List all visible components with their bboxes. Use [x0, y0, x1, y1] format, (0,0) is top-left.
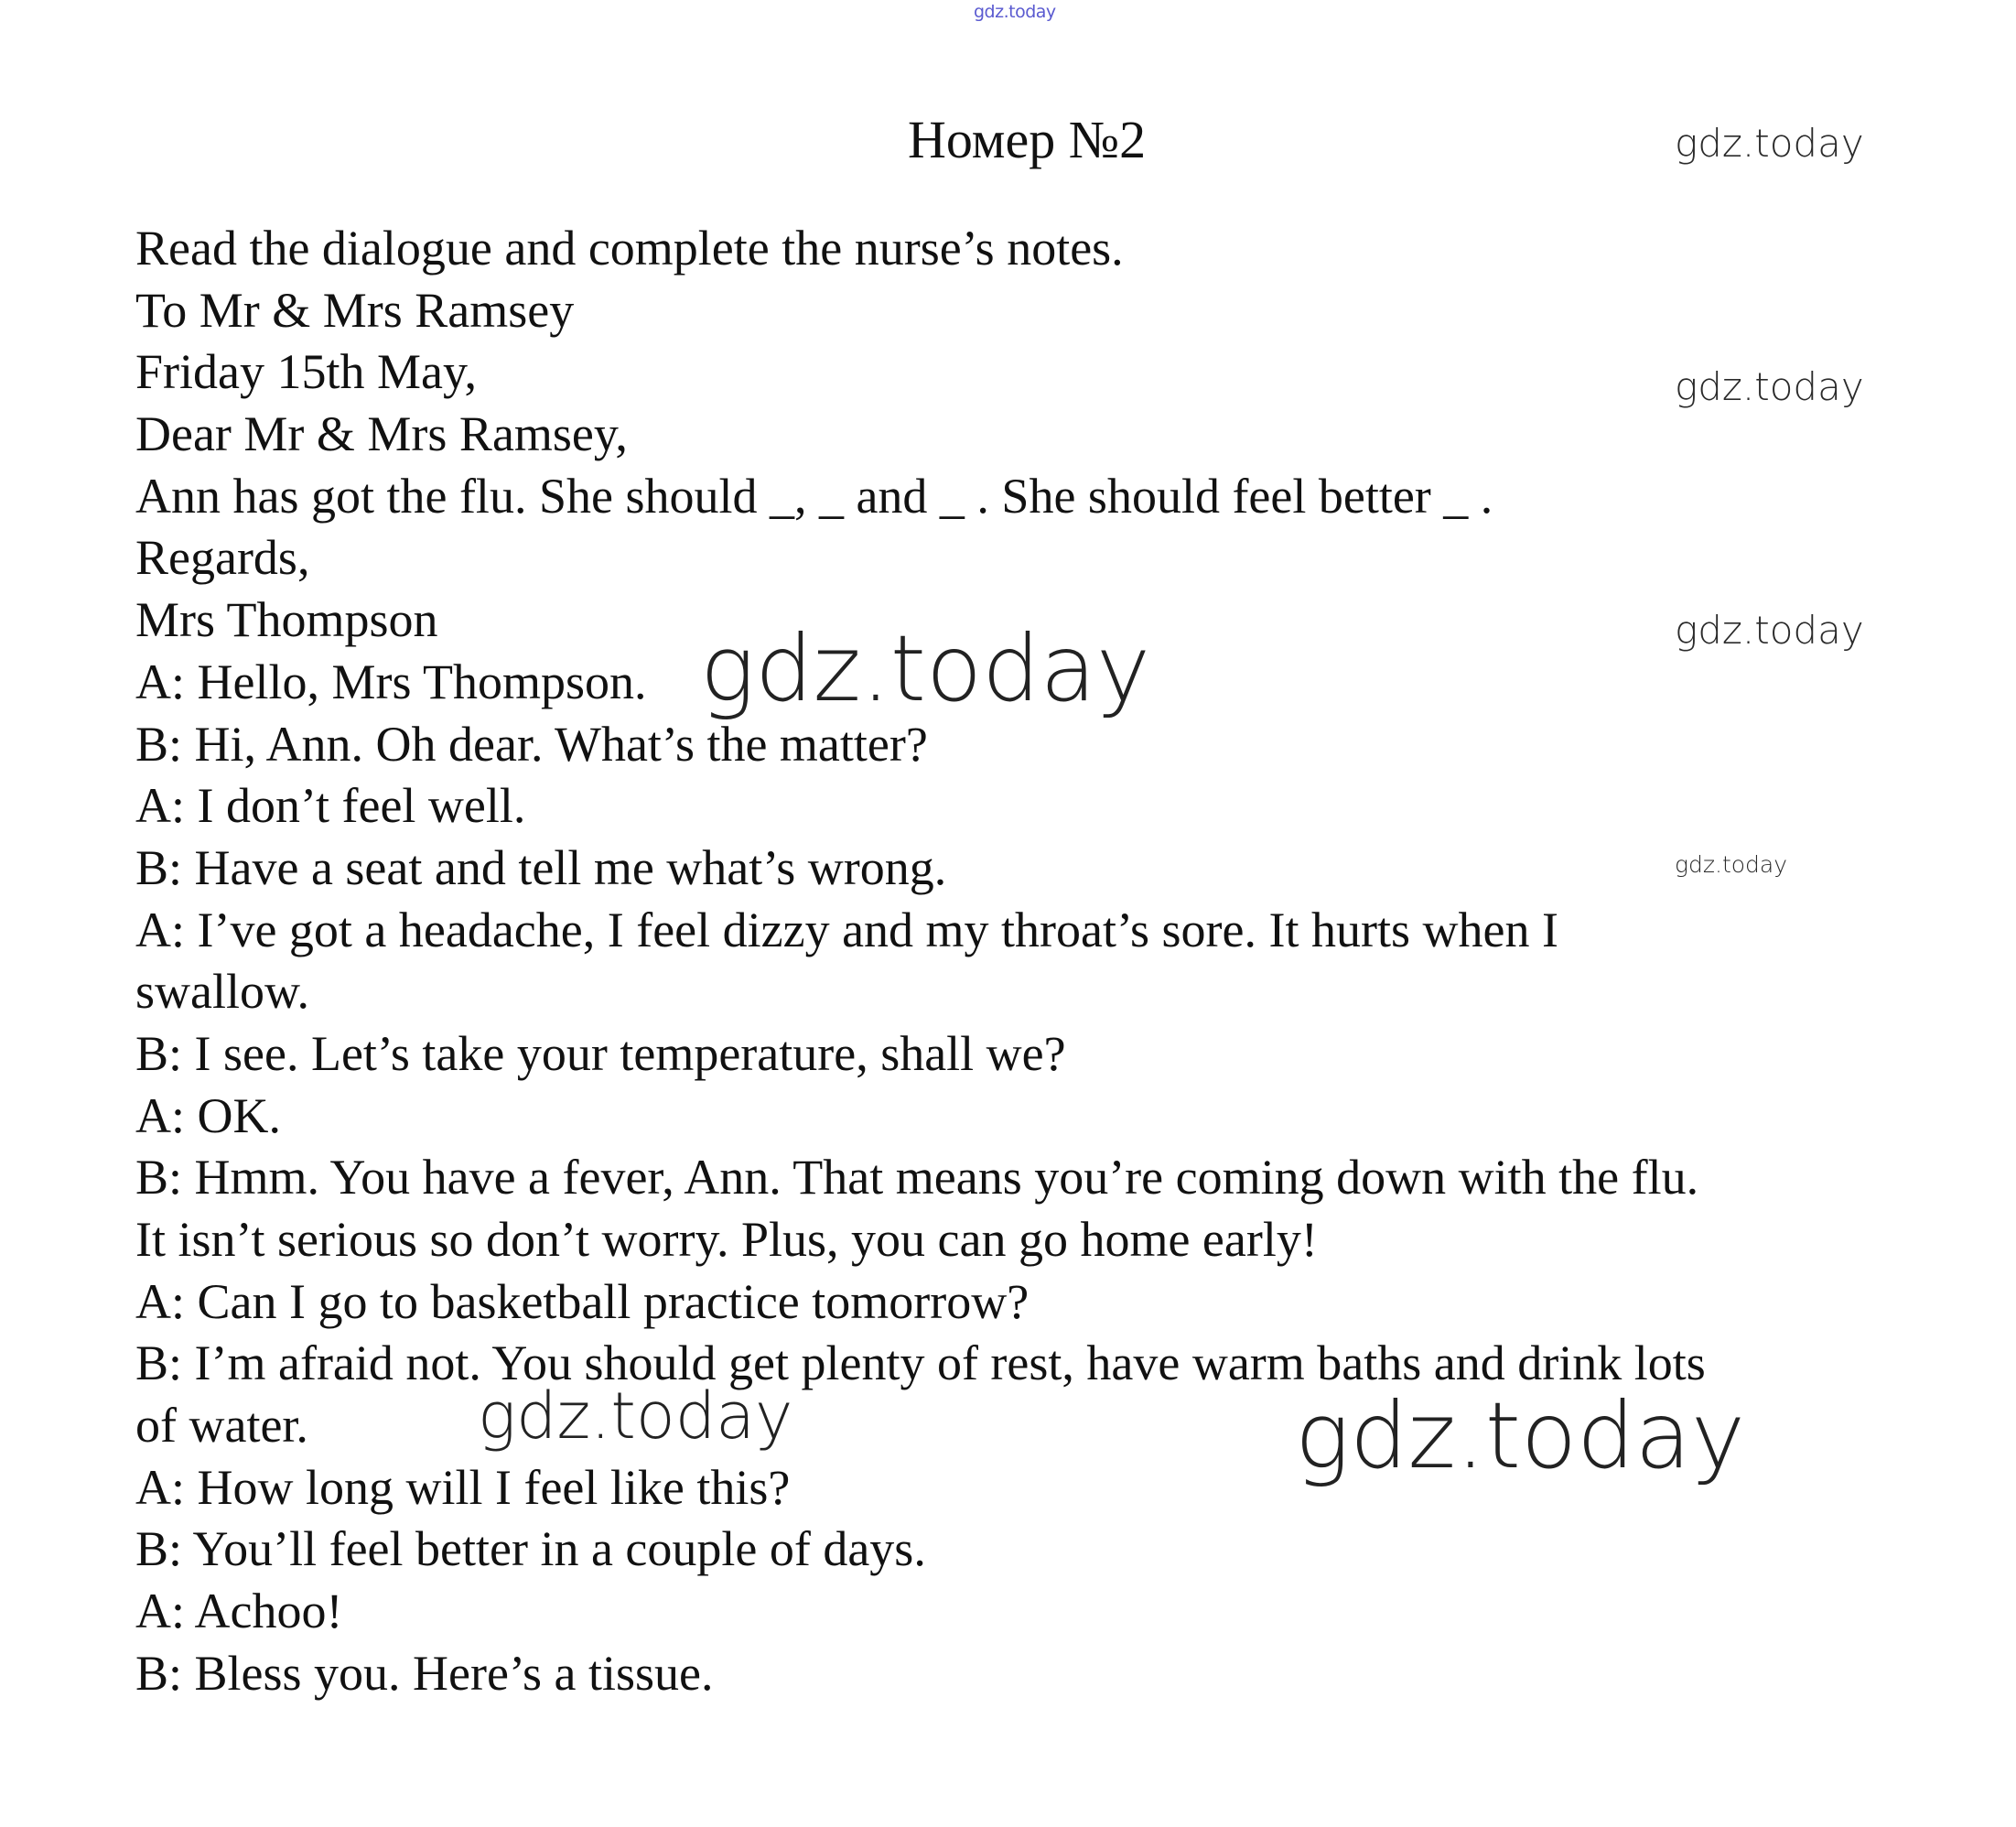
- dialogue-line: A: I’ve got a headache, I feel dizzy and my throat’s sore. It hurts when I: [135, 902, 1558, 957]
- watermark: gdz.today: [1675, 364, 1864, 409]
- dialogue-line: B: Have a seat and tell me what’s wrong.: [135, 839, 947, 895]
- dialogue-line: B: You’ll feel better in a couple of days.: [135, 1521, 926, 1577]
- watermark: gdz.today: [1675, 121, 1864, 166]
- dialogue-line: B: I’m afraid not. You should get plenty of rest, have warm baths and drink lots: [135, 1335, 1706, 1391]
- dialogue-line: A: Achoo!: [135, 1584, 343, 1639]
- dialogue-line: of water.: [135, 1398, 308, 1454]
- dialogue-line: A: OK.: [135, 1087, 281, 1143]
- note-closing: Regards,: [135, 530, 310, 586]
- note-body: Ann has got the flu. She should _, _ and _ . She should feel better _ .: [135, 468, 1493, 524]
- watermark-large: gdz.today: [1295, 1382, 1746, 1489]
- dialogue-line: B: I see. Let’s take your temperature, shall we?: [135, 1025, 1066, 1081]
- note-date: Friday 15th May,: [135, 344, 477, 400]
- dialogue-line: B: Hmm. You have a fever, Ann. That means you’re coming down with the flu.: [135, 1150, 1699, 1205]
- note-signature: Mrs Thompson: [135, 592, 438, 648]
- top-watermark: gdz.today: [974, 2, 1056, 22]
- watermark: gdz.today: [1675, 608, 1864, 653]
- note-recipient: To Mr & Mrs Ramsey: [135, 282, 575, 338]
- dialogue-line: B: Hi, Ann. Oh dear. What’s the matter?: [135, 716, 928, 772]
- watermark: gdz.today: [1675, 851, 1788, 878]
- dialogue-line: It isn’t serious so don’t worry. Plus, you can go home early!: [135, 1212, 1318, 1267]
- watermark-medium: gdz.today: [478, 1378, 793, 1454]
- dialogue-line: A: Hello, Mrs Thompson.: [135, 654, 647, 709]
- dialogue-line: A: I don’t feel well.: [135, 778, 526, 834]
- page-title: Номер №2: [908, 110, 1147, 169]
- note-salutation: Dear Mr & Mrs Ramsey,: [135, 406, 628, 462]
- watermark-large: gdz.today: [700, 615, 1151, 722]
- dialogue-line: A: How long will I feel like this?: [135, 1459, 791, 1515]
- dialogue-line: swallow.: [135, 964, 309, 1020]
- dialogue-line: A: Can I go to basketball practice tomorrow?: [135, 1273, 1030, 1329]
- instruction-line: Read the dialogue and complete the nurse’s notes.: [135, 221, 1124, 276]
- dialogue-line: B: Bless you. Here’s a tissue.: [135, 1645, 714, 1701]
